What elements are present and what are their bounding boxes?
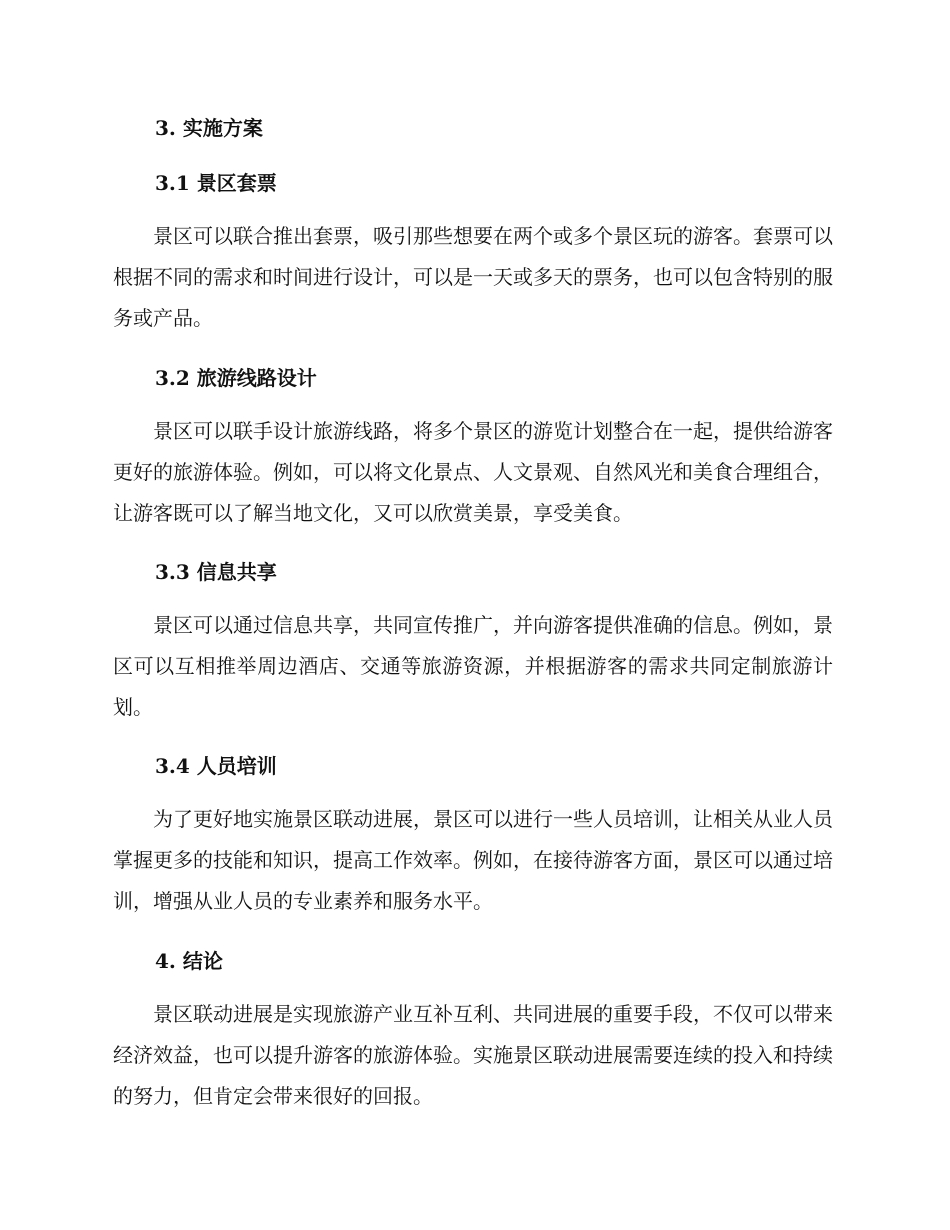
section-heading-3-3: 3.3 信息共享 (155, 560, 277, 584)
section-heading-4: 4. 结论 (155, 949, 223, 973)
section-body-4: 景区联动进展是实现旅游产业互补互利、共同进展的重要手段，不仅可以带来经济效益，也可以提升游客的旅游体验。实施景区联动进展需要连续的投入和持续的努力，但肯定会带来很好的回报。 (113, 1002, 833, 1108)
section-body-3-2: 景区可以联手设计旅游线路，将多个景区的游览计划整合在一起，提供给游客更好的旅游体验。例如，可以将文化景点、人文景观、自然风光和美食合理组合，让游客既可以了解当地文化，又可以欣赏美景，享受美食。 (113, 419, 833, 525)
section-body-3-1: 景区可以联合推出套票，吸引那些想要在两个或多个景区玩的游客。套票可以根据不同的需求和时间进行设计，可以是一天或多天的票务，也可以包含特别的服务或产品。 (113, 224, 833, 330)
section-body-3-3: 景区可以通过信息共享，共同宣传推广，并向游客提供准确的信息。例如，景区可以互相推举周边酒店、交通等旅游资源，并根据游客的需求共同定制旅游计划。 (113, 613, 833, 719)
section-body-3-4: 为了更好地实施景区联动进展，景区可以进行一些人员培训，让相关从业人员掌握更多的技能和知识，提高工作效率。例如，在接待游客方面，景区可以通过培训，增强从业人员的专业素养和服务水平。 (113, 807, 833, 913)
section-heading-3-4: 3.4 人员培训 (155, 754, 277, 778)
section-heading-3-2: 3.2 旅游线路设计 (155, 366, 317, 390)
section-heading-3: 3. 实施方案 (155, 116, 263, 140)
section-heading-3-1: 3.1 景区套票 (155, 171, 277, 195)
